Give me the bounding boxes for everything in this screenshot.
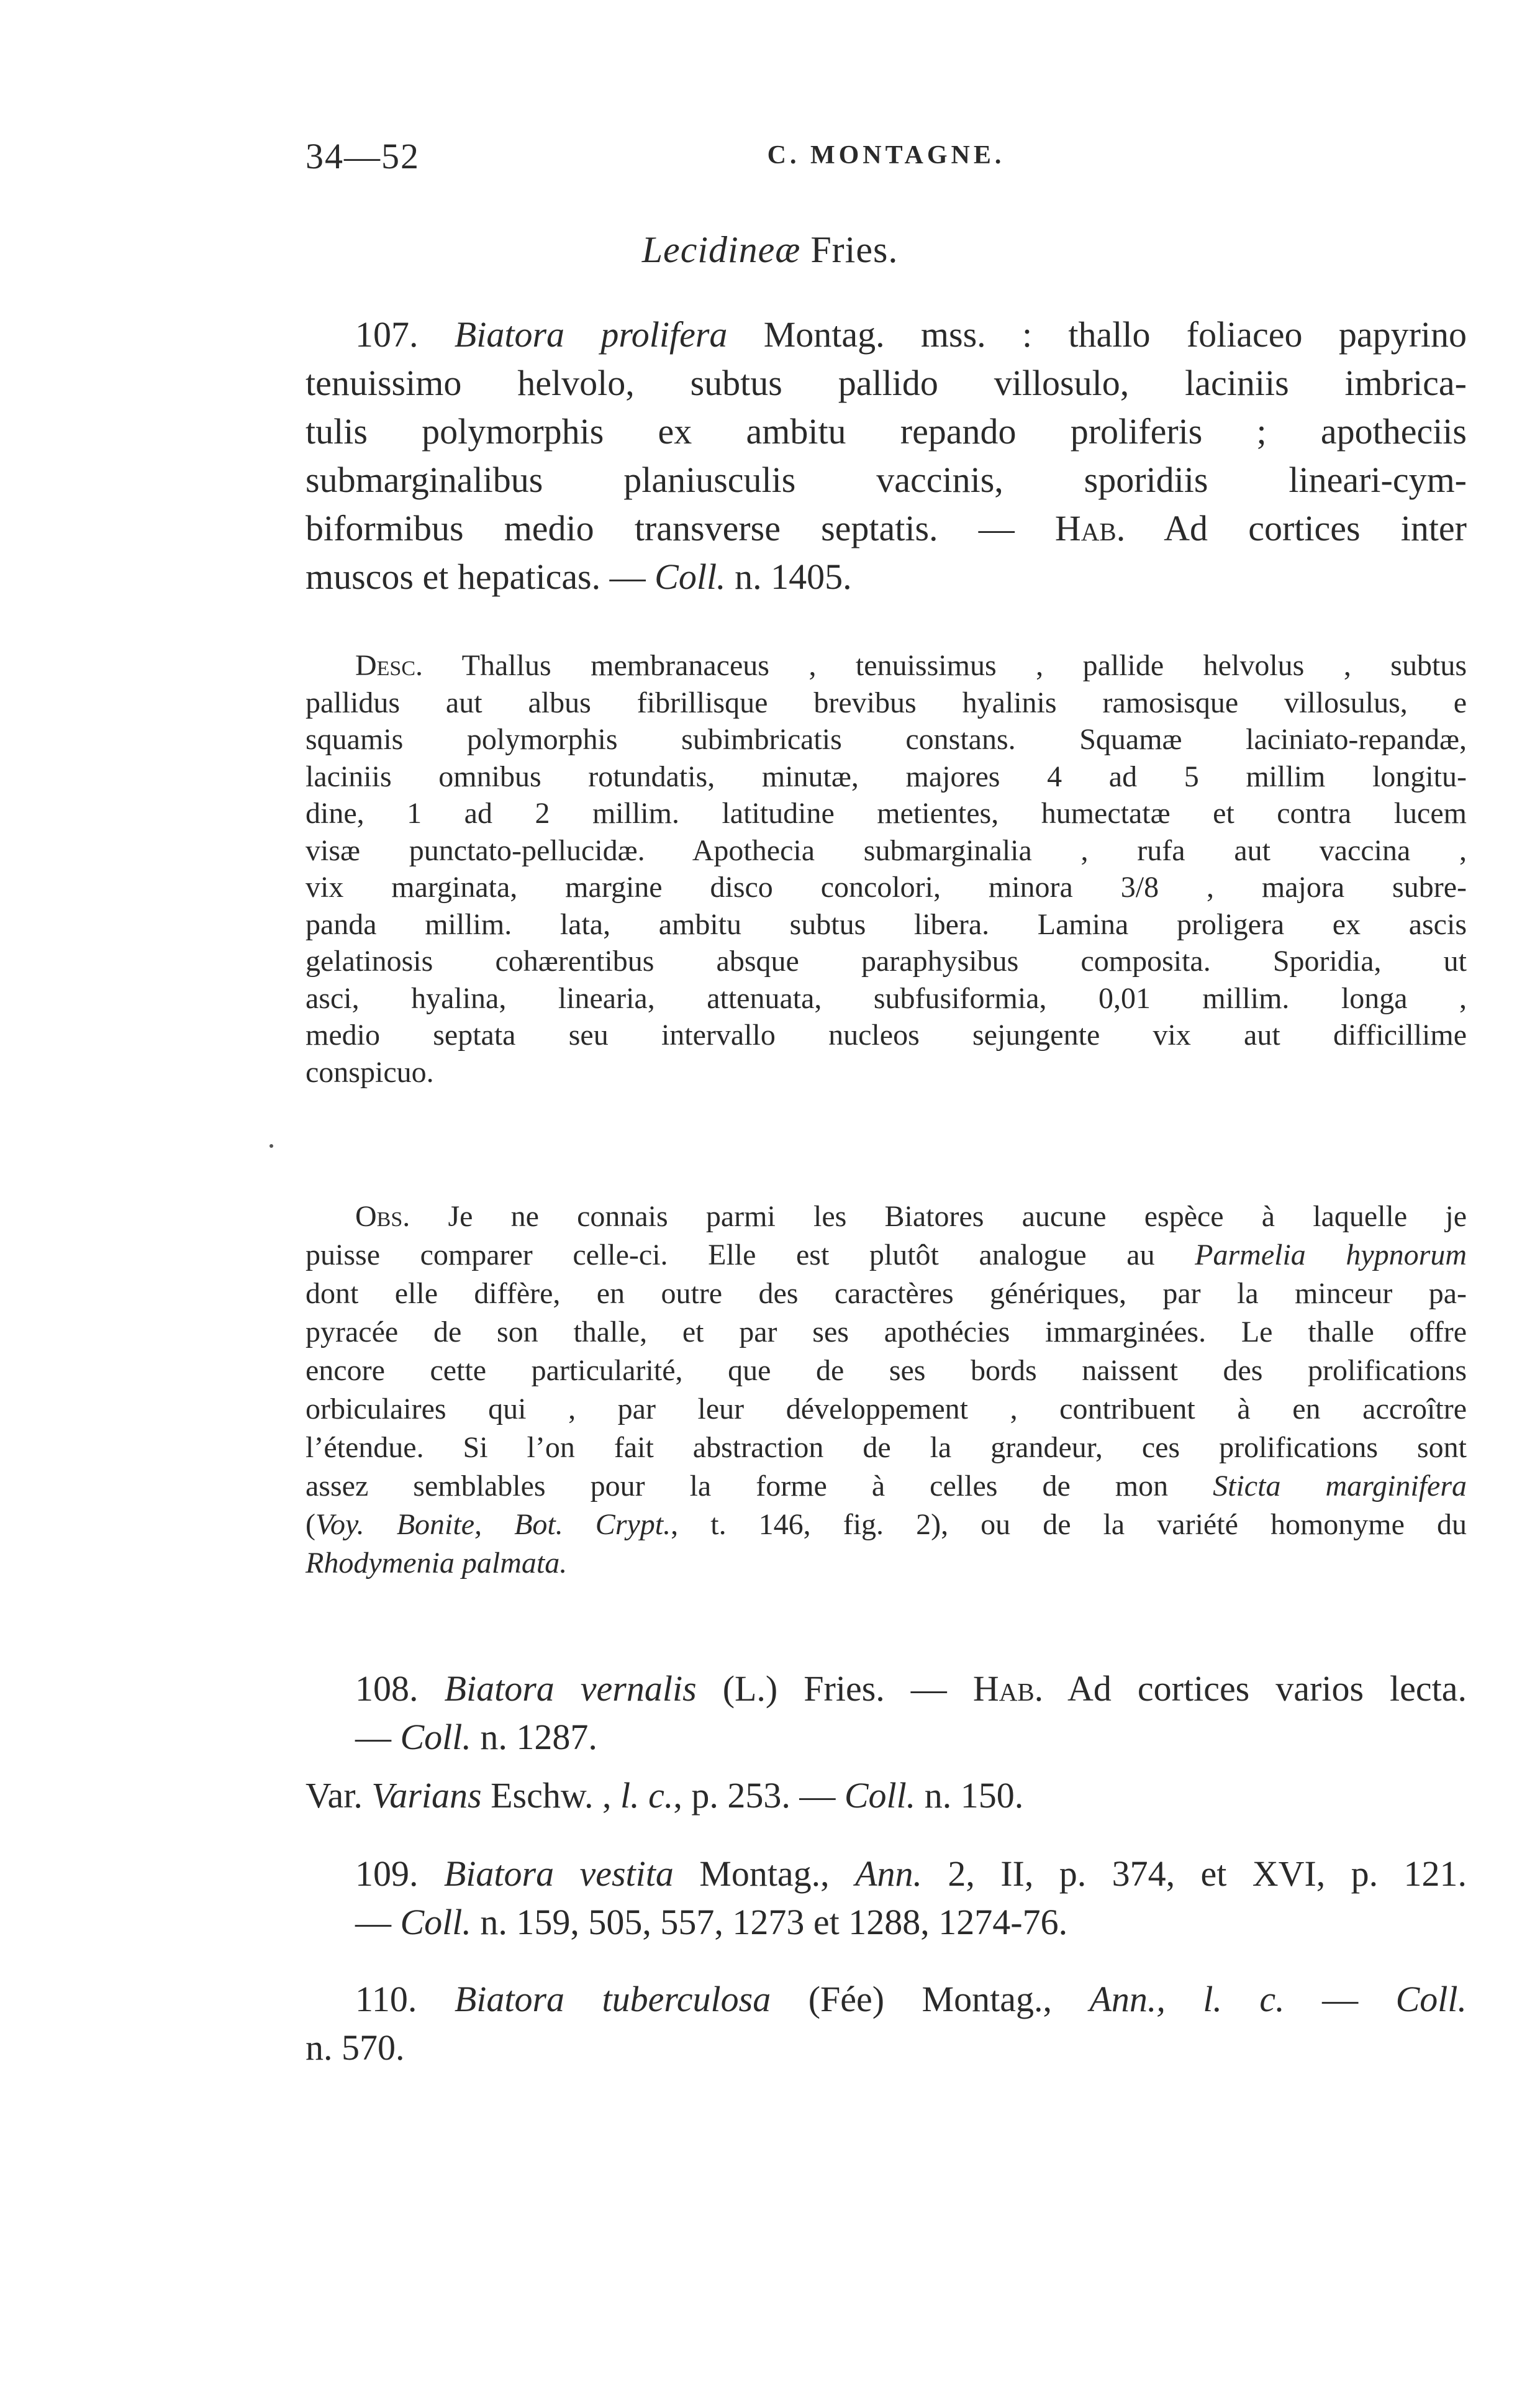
desc-line-3: squamis polymorphis subimbricatis constans. Squamæ laciniato-repandæ, — [306, 723, 1467, 756]
entry-108-line-2 — [306, 1713, 1467, 1761]
desc-label: Desc. — [355, 649, 424, 682]
obs-line-7: l’étendue. Si l’on fait abstraction de la grandeur, ces prolifications sont — [306, 1431, 1467, 1464]
entry-text: — — [355, 1717, 391, 1757]
entry-text: Montag., — [699, 1853, 830, 1894]
loc-cit: l. c. — [620, 1775, 674, 1816]
entry-107 — [306, 311, 1467, 601]
entry-text: (Fée) Montag., — [808, 1979, 1052, 2019]
entry-text: muscos et hepaticas. — — [306, 557, 646, 597]
obs-label: Obs. — [355, 1200, 410, 1233]
entry-text: (L.) Fries. — — [722, 1668, 947, 1709]
taxon-reference: Sticta marginifera — [1213, 1470, 1467, 1502]
desc-line-1 — [306, 647, 1467, 684]
collection-label: Coll. — [654, 557, 726, 597]
entry-text: n. 1287. — [480, 1717, 597, 1757]
variety-line — [306, 1771, 1467, 1820]
entry-number: 109. — [355, 1853, 419, 1894]
entry-107-line-1 — [306, 311, 1467, 359]
collection-label: Coll. — [400, 1902, 471, 1942]
entry-number: 110. — [355, 1979, 417, 2019]
desc-line-11: medio septata seu intervallo nucleos sejungente vix aut difficillime — [306, 1019, 1467, 1052]
entry-107-line-2: tenuissimo helvolo, subtus pallido villosulo, laciniis imbrica- — [306, 363, 1467, 403]
obs-text: ( — [306, 1508, 315, 1541]
species-name: Biatora vernalis — [444, 1668, 697, 1709]
entry-109-line-2 — [306, 1898, 1467, 1947]
entry-110-line-1 — [306, 1975, 1467, 2024]
description-paragraph — [306, 647, 1467, 1091]
desc-line-9: gelatinosis cohærentibus absque paraphysibus composita. Sporidia, ut — [306, 945, 1467, 978]
entry-109 — [306, 1850, 1467, 1947]
entry-number: 107. — [355, 314, 419, 355]
entry-107-line-3: tulis polymorphis ex ambitu repando proliferis ; apotheciis — [306, 411, 1467, 452]
page-number: 34—52 — [306, 136, 420, 176]
entry-107-line-4: submarginalibus planiusculis vaccinis, sporidiis lineari-cym- — [306, 460, 1467, 500]
variety-label: Var. — [306, 1775, 363, 1816]
entry-text: , p. 253. — — [673, 1775, 836, 1816]
loc-cit: l. c. — [1203, 1979, 1285, 2019]
entry-108 — [306, 1665, 1467, 1761]
entry-text: n. 1405. — [735, 557, 852, 597]
margin-dot — [270, 1144, 273, 1148]
entry-text: n. 150. — [924, 1775, 1024, 1816]
obs-line-6: orbiculaires qui , par leur développement , contribuent à en accroître — [306, 1393, 1467, 1425]
entry-110 — [306, 1975, 1467, 2072]
habitat-label: Hab. — [1054, 508, 1126, 548]
observation-paragraph — [306, 1198, 1467, 1583]
obs-line-8 — [306, 1467, 1467, 1506]
section-heading — [0, 229, 1540, 271]
section-author: Fries. — [810, 229, 899, 270]
desc-line-4: laciniis omnibus rotundatis, minutæ, majores 4 ad 5 millim longitu- — [306, 760, 1467, 793]
entry-109-line-1 — [306, 1850, 1467, 1898]
entry-text: — — [1322, 1979, 1359, 2019]
entry-text: Montag. mss. : thallo foliaceo papyrino — [763, 314, 1467, 355]
obs-text: , t. 146, fig. 2), ou de la variété homonyme du — [671, 1508, 1467, 1541]
habitat-label: Hab. — [972, 1668, 1044, 1709]
variety-text — [306, 1771, 1467, 1820]
desc-line-7: vix marginata, margine disco concolori, minora 3/8 , majora subre- — [306, 871, 1467, 904]
entry-text: Ad cortices varios lecta. — [1067, 1668, 1467, 1709]
entry-text: — — [355, 1902, 391, 1942]
desc-line-5: dine, 1 ad 2 millim. latitudine metientes, humectatæ et contra lucem — [306, 797, 1467, 830]
obs-line-9 — [306, 1506, 1467, 1544]
entry-text: 2, II, p. 374, et XVI, p. 121. — [948, 1853, 1467, 1894]
obs-line-3: dont elle diffère, en outre des caractères génériques, par la minceur pa- — [306, 1277, 1467, 1310]
journal-abbrev: Ann., — [1089, 1979, 1166, 2019]
desc-line-10: asci, hyalina, linearia, attenuata, subfusiformia, 0,01 millim. longa , — [306, 981, 1467, 1015]
desc-line-8: panda millim. lata, ambitu subtus libera. Lamina proligera ex ascis — [306, 907, 1467, 941]
entry-110-line-2: n. 570. — [306, 2027, 405, 2068]
obs-line-1 — [306, 1198, 1467, 1236]
entry-107-line-6 — [306, 553, 1467, 601]
obs-line-10 — [306, 1544, 1467, 1583]
collection-label: Coll. — [1395, 1979, 1467, 2019]
species-name: Biatora vestita — [443, 1853, 674, 1894]
obs-text: puisse comparer celle-ci. Elle est plutôt analogue au — [306, 1239, 1155, 1271]
desc-line-12: conspicuo. — [306, 1055, 434, 1089]
journal-abbrev: Ann. — [855, 1853, 922, 1894]
collection-label: Coll. — [400, 1717, 471, 1757]
desc-line-6: visæ punctato-pellucidæ. Apothecia submarginalia , rufa aut vaccina , — [306, 834, 1467, 867]
entry-107-line-5 — [306, 504, 1467, 553]
page-header — [306, 135, 1467, 185]
desc-text: Thallus membranaceus , tenuissimus , pallide helvolus , subtus — [461, 649, 1467, 682]
bibliographic-reference: Voy. Bonite, Bot. Crypt. — [315, 1508, 671, 1541]
section-name: Lecidineæ — [641, 229, 801, 270]
species-name: Biatora prolifera — [454, 314, 728, 355]
running-head: C. MONTAGNE. — [767, 141, 1005, 170]
species-name: Biatora tuberculosa — [454, 1979, 771, 2019]
obs-line-4: pyracée de son thalle, et par ses apothécies immarginées. Le thalle offre — [306, 1316, 1467, 1348]
obs-text: assez semblables pour la forme à celles de mon — [306, 1470, 1169, 1502]
desc-line-2: pallidus aut albus fibrillisque brevibus hyalinis ramosisque villosulus, e — [306, 686, 1467, 719]
entry-text: Eschw. , — [491, 1775, 612, 1816]
variety-name: Varians — [371, 1775, 482, 1816]
entry-text: biformibus medio transverse septatis. — — [306, 508, 1015, 548]
taxon-reference: Rhodymenia palmata. — [306, 1547, 568, 1580]
obs-text: Je ne connais parmi les Biatores aucune espèce à laquelle je — [448, 1200, 1467, 1233]
taxon-reference: Parmelia hypnorum — [1195, 1239, 1467, 1271]
obs-line-5: encore cette particularité, que de ses bords naissent des prolifications — [306, 1354, 1467, 1387]
entry-108-line-1 — [306, 1665, 1467, 1713]
obs-line-2 — [306, 1236, 1467, 1275]
collection-label: Coll. — [844, 1775, 916, 1816]
entry-number: 108. — [355, 1668, 419, 1709]
entry-text: n. 159, 505, 557, 1273 et 1288, 1274-76. — [480, 1902, 1068, 1942]
entry-text: Ad cortices inter — [1164, 508, 1467, 548]
